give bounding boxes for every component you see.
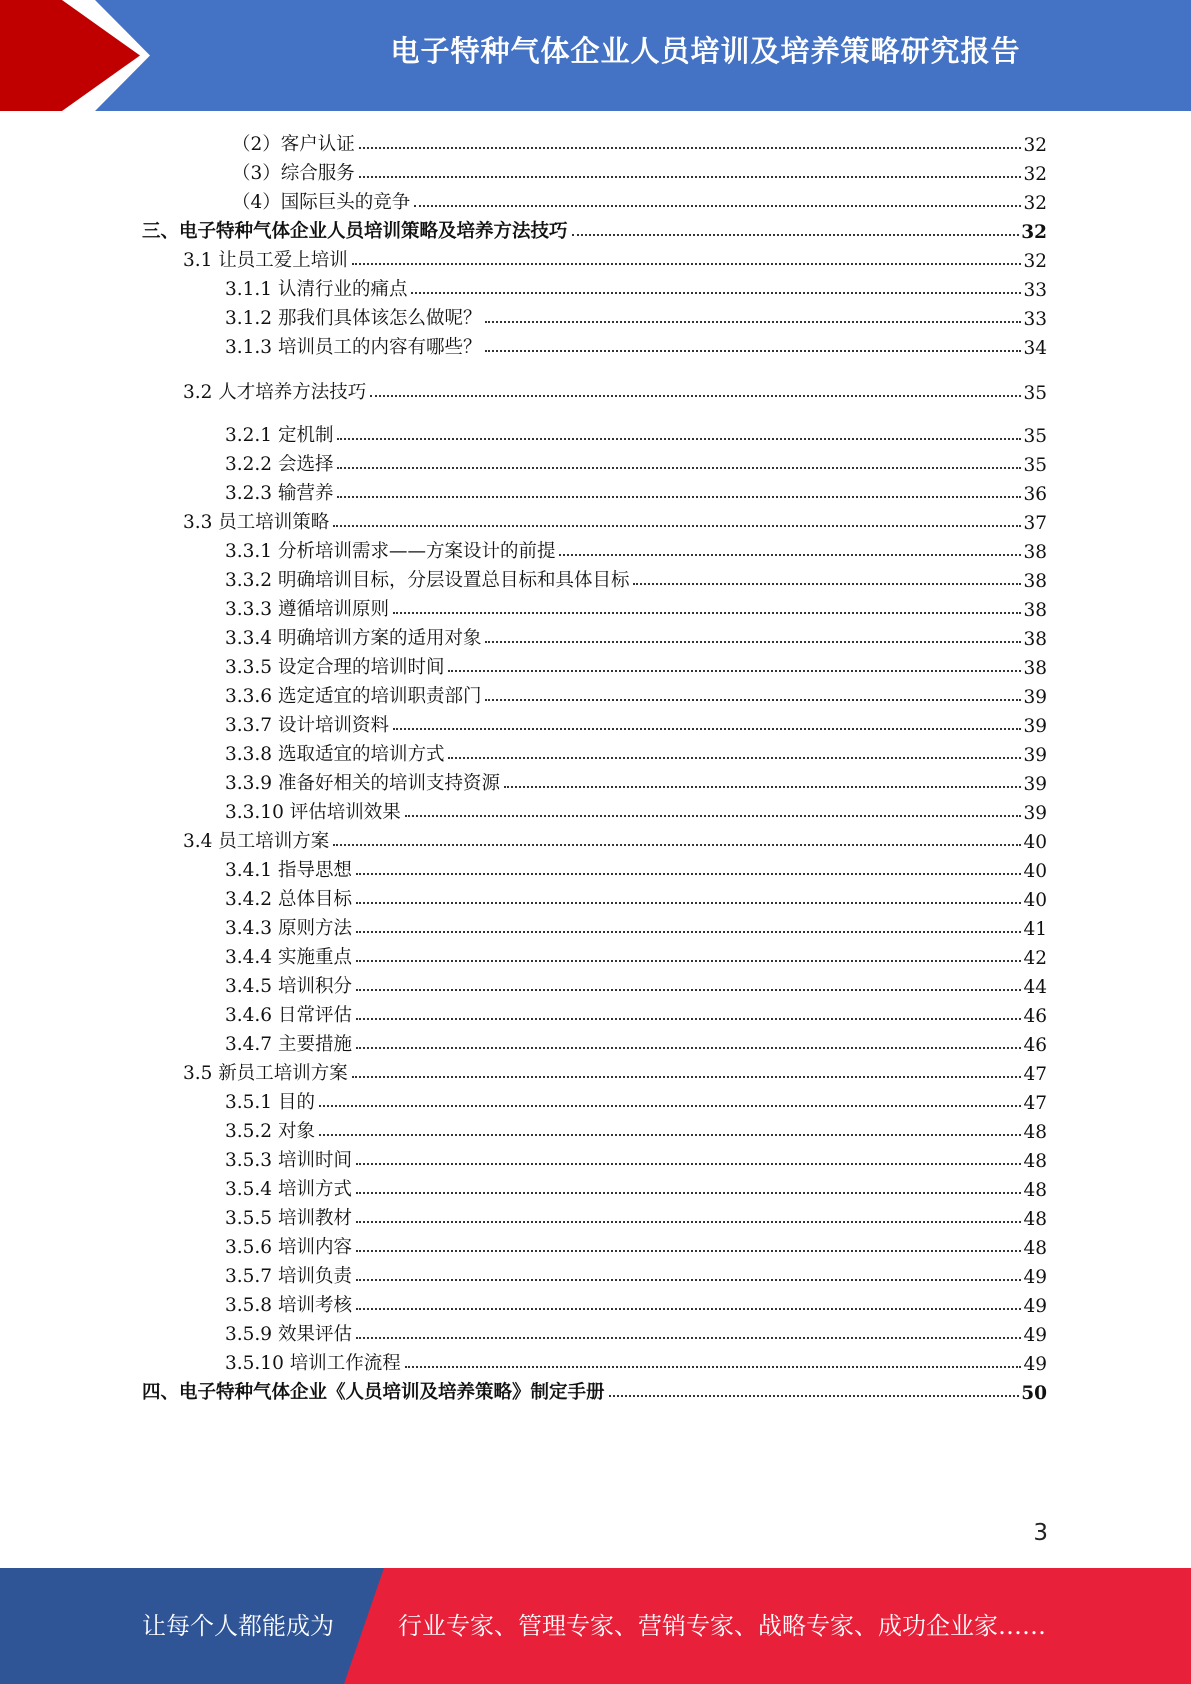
toc-entry-title: 3.5 新员工培训方案 bbox=[183, 1063, 348, 1084]
toc-entry[interactable] bbox=[142, 215, 1047, 243]
toc-entry[interactable] bbox=[225, 1289, 1047, 1317]
toc-entry[interactable] bbox=[225, 941, 1047, 969]
toc-dot-leader bbox=[319, 1134, 1022, 1136]
toc-entry-page: 41 bbox=[1023, 919, 1047, 940]
toc-entry[interactable] bbox=[225, 1231, 1047, 1259]
toc-dot-leader bbox=[333, 525, 1021, 527]
toc-entry[interactable] bbox=[225, 1173, 1047, 1201]
toc-dot-leader bbox=[370, 395, 1021, 397]
toc-entry[interactable] bbox=[225, 1260, 1047, 1288]
toc-dot-leader bbox=[356, 902, 1022, 904]
toc-entry-title: 3.1.1 认清行业的痛点 bbox=[225, 279, 408, 300]
toc-entry-title: 3.5.8 培训考核 bbox=[225, 1295, 352, 1316]
toc-entry-title: 3.3.5 设定合理的培训时间 bbox=[225, 657, 445, 678]
toc-entry[interactable] bbox=[225, 477, 1047, 505]
toc-entry-page: 38 bbox=[1023, 542, 1047, 563]
toc-entry[interactable] bbox=[225, 1028, 1047, 1056]
toc-entry[interactable] bbox=[232, 157, 1047, 185]
toc-dot-leader bbox=[448, 757, 1021, 759]
toc-entry-title: （2）客户认证 bbox=[232, 134, 355, 155]
toc-dot-leader bbox=[356, 1163, 1022, 1165]
toc-entry-page: 33 bbox=[1023, 280, 1047, 301]
toc-entry-page: 38 bbox=[1023, 629, 1047, 650]
toc-dot-leader bbox=[352, 1076, 1022, 1078]
toc-dot-leader bbox=[356, 960, 1022, 962]
toc-dot-leader bbox=[319, 1105, 1022, 1107]
toc-entry-page: 49 bbox=[1023, 1267, 1047, 1288]
toc-entry-title: 3.5.7 培训负责 bbox=[225, 1266, 352, 1287]
toc-entry-page: 40 bbox=[1023, 861, 1047, 882]
toc-entry-page: 34 bbox=[1023, 338, 1047, 359]
toc-dot-leader bbox=[356, 1279, 1022, 1281]
toc-dot-leader bbox=[356, 1250, 1022, 1252]
toc-dot-leader bbox=[359, 176, 1022, 178]
toc-entry-page: 35 bbox=[1023, 455, 1047, 476]
toc-entry[interactable] bbox=[225, 767, 1047, 795]
toc-entry-page: 42 bbox=[1023, 948, 1047, 969]
toc-entry-title: 3.5.4 培训方式 bbox=[225, 1179, 352, 1200]
toc-entry-page: 35 bbox=[1023, 383, 1047, 404]
toc-dot-leader bbox=[356, 1308, 1022, 1310]
toc-entry[interactable] bbox=[225, 970, 1047, 998]
toc-entry[interactable] bbox=[225, 1202, 1047, 1230]
toc-entry-page: 32 bbox=[1023, 164, 1047, 185]
toc-dot-leader bbox=[393, 728, 1021, 730]
toc-entry-title: 3.4.6 日常评估 bbox=[225, 1005, 352, 1026]
toc-entry-title: 3.3 员工培训策略 bbox=[183, 512, 330, 533]
toc-entry[interactable] bbox=[225, 999, 1047, 1027]
toc-dot-leader bbox=[356, 1047, 1022, 1049]
toc-entry-page: 48 bbox=[1023, 1209, 1047, 1230]
toc-entry[interactable] bbox=[225, 302, 1047, 330]
toc-entry-page: 46 bbox=[1023, 1006, 1047, 1027]
page-number: 3 bbox=[1033, 1520, 1048, 1546]
footer-slogan-left: 让每个人都能成为 bbox=[142, 1612, 334, 1640]
toc-entry[interactable] bbox=[225, 273, 1047, 301]
toc-entry-title: 3.3.6 选定适宜的培训职责部门 bbox=[225, 686, 482, 707]
toc-entry-page: 32 bbox=[1023, 135, 1047, 156]
page-header bbox=[0, 0, 1191, 111]
toc-entry-page: 39 bbox=[1023, 745, 1047, 766]
toc-dot-leader bbox=[572, 234, 1020, 236]
toc-entry-title: 3.3.8 选取适宜的培训方式 bbox=[225, 744, 445, 765]
toc-dot-leader bbox=[485, 350, 1021, 352]
toc-dot-leader bbox=[405, 1366, 1022, 1368]
header-arrow-icon bbox=[0, 0, 140, 111]
toc-entry-title: 三、电子特种气体企业人员培训策略及培养方法技巧 bbox=[142, 221, 568, 242]
toc-dot-leader bbox=[485, 321, 1021, 323]
toc-entry-page: 39 bbox=[1023, 716, 1047, 737]
toc-dot-leader bbox=[559, 554, 1021, 556]
toc-entry[interactable] bbox=[225, 593, 1047, 621]
toc-entry-title: 3.2.2 会选择 bbox=[225, 454, 334, 475]
toc-entry[interactable] bbox=[183, 506, 1047, 534]
page-footer bbox=[0, 1568, 1191, 1684]
toc-entry-title: （4）国际巨头的竞争 bbox=[232, 192, 411, 213]
toc-entry[interactable] bbox=[225, 419, 1047, 447]
toc-dot-leader bbox=[356, 1337, 1022, 1339]
toc-dot-leader bbox=[333, 844, 1021, 846]
toc-entry-title: （3）综合服务 bbox=[232, 163, 355, 184]
toc-entry-page: 39 bbox=[1023, 687, 1047, 708]
toc-entry[interactable] bbox=[225, 448, 1047, 476]
toc-entry[interactable] bbox=[225, 796, 1047, 824]
toc-entry-title: 3.4.1 指导思想 bbox=[225, 860, 352, 881]
toc-entry-title: 3.5.9 效果评估 bbox=[225, 1324, 352, 1345]
toc-dot-leader bbox=[405, 815, 1022, 817]
toc-dot-leader bbox=[337, 496, 1021, 498]
toc-entry[interactable] bbox=[225, 1115, 1047, 1143]
toc-dot-leader bbox=[633, 583, 1021, 585]
toc-entry-page: 49 bbox=[1023, 1296, 1047, 1317]
toc-entry-title: 3.2.3 输营养 bbox=[225, 483, 334, 504]
toc-dot-leader bbox=[356, 931, 1022, 933]
toc-entry-page: 50 bbox=[1021, 1383, 1047, 1404]
toc-entry-page: 49 bbox=[1023, 1354, 1047, 1375]
toc-entry-page: 48 bbox=[1023, 1151, 1047, 1172]
toc-entry-page: 38 bbox=[1023, 658, 1047, 679]
toc-entry-title: 3.4.7 主要措施 bbox=[225, 1034, 352, 1055]
toc-dot-leader bbox=[485, 641, 1021, 643]
toc-entry-title: 3.4.5 培训积分 bbox=[225, 976, 352, 997]
toc-entry-page: 47 bbox=[1023, 1093, 1047, 1114]
toc-entry-title: 3.5.5 培训教材 bbox=[225, 1208, 352, 1229]
toc-entry-page: 49 bbox=[1023, 1325, 1047, 1346]
toc-entry-title: 3.4.2 总体目标 bbox=[225, 889, 352, 910]
toc-entry[interactable] bbox=[225, 651, 1047, 679]
toc-entry-title: 3.4.4 实施重点 bbox=[225, 947, 352, 968]
toc-entry-page: 47 bbox=[1023, 1064, 1047, 1085]
toc-entry-title: 3.1 让员工爱上培训 bbox=[183, 250, 348, 271]
toc-entry-title: 3.1.2 那我们具体该怎么做呢？ bbox=[225, 308, 482, 329]
toc-dot-leader bbox=[337, 467, 1021, 469]
toc-entry-page: 48 bbox=[1023, 1122, 1047, 1143]
toc-entry[interactable] bbox=[183, 244, 1047, 272]
toc-entry[interactable] bbox=[225, 564, 1047, 592]
toc-entry-title: 3.5.6 培训内容 bbox=[225, 1237, 352, 1258]
toc-entry-page: 39 bbox=[1023, 803, 1047, 824]
toc-entry-page: 38 bbox=[1023, 600, 1047, 621]
toc-entry-title: 3.3.1 分析培训需求——方案设计的前提 bbox=[225, 541, 556, 562]
toc-entry-page: 32 bbox=[1023, 193, 1047, 214]
toc-entry[interactable] bbox=[225, 1144, 1047, 1172]
toc-dot-leader bbox=[356, 873, 1022, 875]
toc-entry-title: 3.3.9 准备好相关的培训支持资源 bbox=[225, 773, 500, 794]
toc-entry[interactable] bbox=[225, 331, 1047, 359]
toc-entry[interactable] bbox=[142, 1376, 1047, 1404]
toc-entry-page: 33 bbox=[1023, 309, 1047, 330]
toc-dot-leader bbox=[504, 786, 1021, 788]
toc-dot-leader bbox=[359, 147, 1022, 149]
toc-entry-page: 38 bbox=[1023, 571, 1047, 592]
document-title: 电子特种气体企业人员培训及培养策略研究报告 bbox=[390, 34, 1021, 68]
toc-entry-page: 48 bbox=[1023, 1238, 1047, 1259]
toc-entry-title: 3.3.10 评估培训效果 bbox=[225, 802, 401, 823]
toc-entry[interactable] bbox=[225, 912, 1047, 940]
toc-entry[interactable] bbox=[232, 128, 1047, 156]
toc-entry-title: 3.5.3 培训时间 bbox=[225, 1150, 352, 1171]
toc-dot-leader bbox=[485, 699, 1021, 701]
toc-dot-leader bbox=[448, 670, 1021, 672]
toc-entry-title: 3.4.3 原则方法 bbox=[225, 918, 352, 939]
toc-entry-title: 3.3.2 明确培训目标，分层设置总目标和具体目标 bbox=[225, 570, 630, 591]
toc-entry-page: 35 bbox=[1023, 426, 1047, 447]
toc-entry-title: 3.5.1 目的 bbox=[225, 1092, 315, 1113]
toc-entry[interactable] bbox=[225, 622, 1047, 650]
toc-entry[interactable] bbox=[225, 1318, 1047, 1346]
toc-dot-leader bbox=[411, 292, 1021, 294]
toc-entry-page: 32 bbox=[1023, 251, 1047, 272]
toc-entry-page: 48 bbox=[1023, 1180, 1047, 1201]
toc-entry-page: 40 bbox=[1023, 832, 1047, 853]
toc-dot-leader bbox=[337, 438, 1021, 440]
toc-entry[interactable] bbox=[183, 1057, 1047, 1085]
toc-entry-page: 39 bbox=[1023, 774, 1047, 795]
toc-entry[interactable] bbox=[225, 1086, 1047, 1114]
toc-entry[interactable] bbox=[225, 854, 1047, 882]
toc-dot-leader bbox=[356, 1221, 1022, 1223]
toc-entry-title: 3.2.1 定机制 bbox=[225, 425, 334, 446]
toc-entry[interactable] bbox=[225, 709, 1047, 737]
toc-dot-leader bbox=[393, 612, 1021, 614]
toc-entry[interactable] bbox=[225, 535, 1047, 563]
toc-entry-title: 3.1.3 培训员工的内容有哪些？ bbox=[225, 337, 482, 358]
toc-entry-page: 44 bbox=[1023, 977, 1047, 998]
toc-entry[interactable] bbox=[183, 825, 1047, 853]
toc-entry-page: 32 bbox=[1021, 222, 1047, 243]
toc-entry[interactable] bbox=[183, 376, 1047, 404]
toc-entry-title: 四、电子特种气体企业《人员培训及培养策略》制定手册 bbox=[142, 1382, 605, 1403]
toc-dot-leader bbox=[352, 263, 1022, 265]
toc-entry-title: 3.3.4 明确培训方案的适用对象 bbox=[225, 628, 482, 649]
toc-dot-leader bbox=[356, 989, 1022, 991]
toc-entry-page: 40 bbox=[1023, 890, 1047, 911]
toc-entry-page: 37 bbox=[1023, 513, 1047, 534]
toc-entry-page: 36 bbox=[1023, 484, 1047, 505]
toc-entry-title: 3.2 人才培养方法技巧 bbox=[183, 382, 367, 403]
toc-entry-title: 3.3.3 遵循培训原则 bbox=[225, 599, 389, 620]
toc-entry-title: 3.5.10 培训工作流程 bbox=[225, 1353, 401, 1374]
toc-dot-leader bbox=[356, 1192, 1022, 1194]
toc-entry[interactable] bbox=[225, 680, 1047, 708]
toc-entry-title: 3.5.2 对象 bbox=[225, 1121, 315, 1142]
toc-entry-page: 46 bbox=[1023, 1035, 1047, 1056]
toc-entry[interactable] bbox=[225, 738, 1047, 766]
toc-entry-title: 3.4 员工培训方案 bbox=[183, 831, 330, 852]
toc-dot-leader bbox=[609, 1395, 1020, 1397]
toc-dot-leader bbox=[414, 205, 1021, 207]
toc-entry[interactable] bbox=[232, 186, 1047, 214]
footer-slogan-right: 行业专家、管理专家、营销专家、战略专家、成功企业家…… bbox=[398, 1612, 1046, 1640]
toc-entry[interactable] bbox=[225, 883, 1047, 911]
toc-dot-leader bbox=[356, 1018, 1022, 1020]
toc-entry-title: 3.3.7 设计培训资料 bbox=[225, 715, 389, 736]
toc-entry[interactable] bbox=[225, 1347, 1047, 1375]
